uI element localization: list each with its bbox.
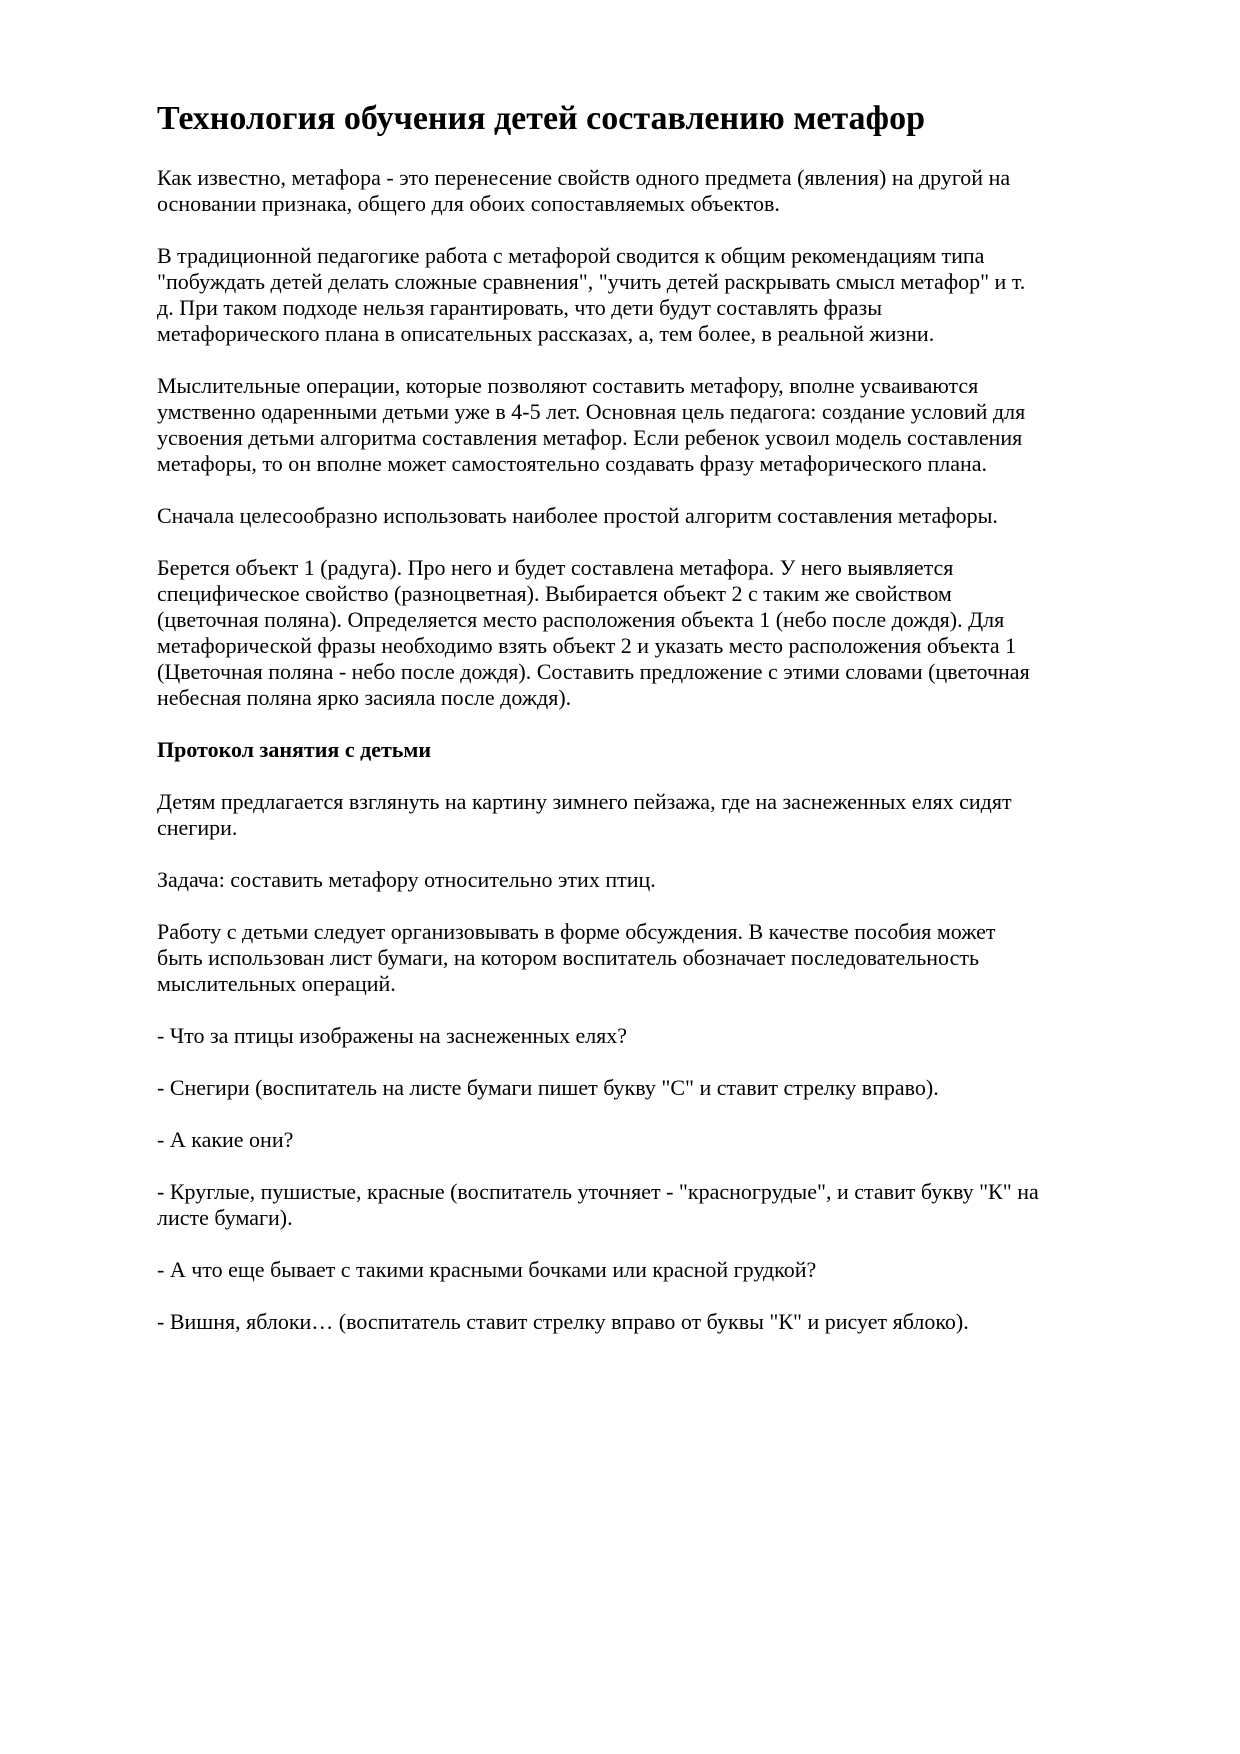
section-heading-protocol: Протокол занятия с детьми [157, 737, 432, 762]
intro-paragraph-4: Сначала целесообразно использовать наиболее простой алгоритм составления метафоры. [157, 503, 998, 528]
dialogue-line-3: - А какие они? [157, 1127, 294, 1152]
dialogue-line-6: - Вишня, яблоки… (воспитатель ставит стрелку вправо от буквы "К" и рисует яблоко). [157, 1309, 969, 1334]
dialogue-line-4: - Круглые, пушистые, красные (воспитатель уточняет - "красногрудые", и ставит букву "К" на листе бумаги). [157, 1179, 1039, 1230]
intro-paragraph-5: Берется объект 1 (радуга). Про него и будет составлена метафора. У него выявляется специфическое свойство (разноцветная). Выбирается объект 2 с таким же свойством (цветочная поляна). Определяется место расположения объекта 1 (небо после дождя). Для метафорической фразы необходимо взять объект 2 и указать место расположения объекта 1 (Цветочная поляна - небо после дождя). Составить предложение с этими словами (цветочная небесная поляна ярко засияла после дождя). [157, 555, 1030, 710]
dialogue-line-2: - Снегири (воспитатель на листе бумаги пишет букву "С" и ставит стрелку вправо). [157, 1075, 939, 1100]
section-paragraph-1: Детям предлагается взглянуть на картину зимнего пейзажа, где на заснеженных елях сидят снегири. [157, 789, 1012, 840]
document-title: Технология обучения детей составлению метафор [157, 100, 925, 137]
intro-paragraph-1: Как известно, метафора - это перенесение свойств одного предмета (явления) на другой на основании признака, общего для обоих сопоставляемых объектов. [157, 165, 1011, 216]
intro-paragraph-3: Мыслительные операции, которые позволяют составить метафору, вполне усваиваются умственно одаренными детьми уже в 4-5 лет. Основная цель педагога: создание условий для усвоения детьми алгоритма составления метафор. Если ребенок усвоил модель составления метафоры, то он вполне может самостоятельно создавать фразу метафорического плана. [157, 373, 1026, 476]
intro-paragraph-2: В традиционной педагогике работа с метафорой сводится к общим рекомендациям типа "побуждать детей делать сложные сравнения", "учить детей раскрывать смысл метафор" и т. д. При таком подходе нельзя гарантировать, что дети будут составлять фразы метафорического плана в описательных рассказах, а, тем более, в реальной жизни. [157, 243, 1026, 346]
dialogue-line-1: - Что за птицы изображены на заснеженных елях? [157, 1023, 628, 1048]
dialogue-line-5: - А что еще бывает с такими красными бочками или красной грудкой? [157, 1257, 817, 1282]
section-paragraph-2: Задача: составить метафору относительно этих птиц. [157, 867, 656, 892]
section-paragraph-3: Работу с детьми следует организовывать в форме обсуждения. В качестве пособия может быть использован лист бумаги, на котором воспитатель обозначает последовательность мыслительных операций. [157, 919, 996, 996]
